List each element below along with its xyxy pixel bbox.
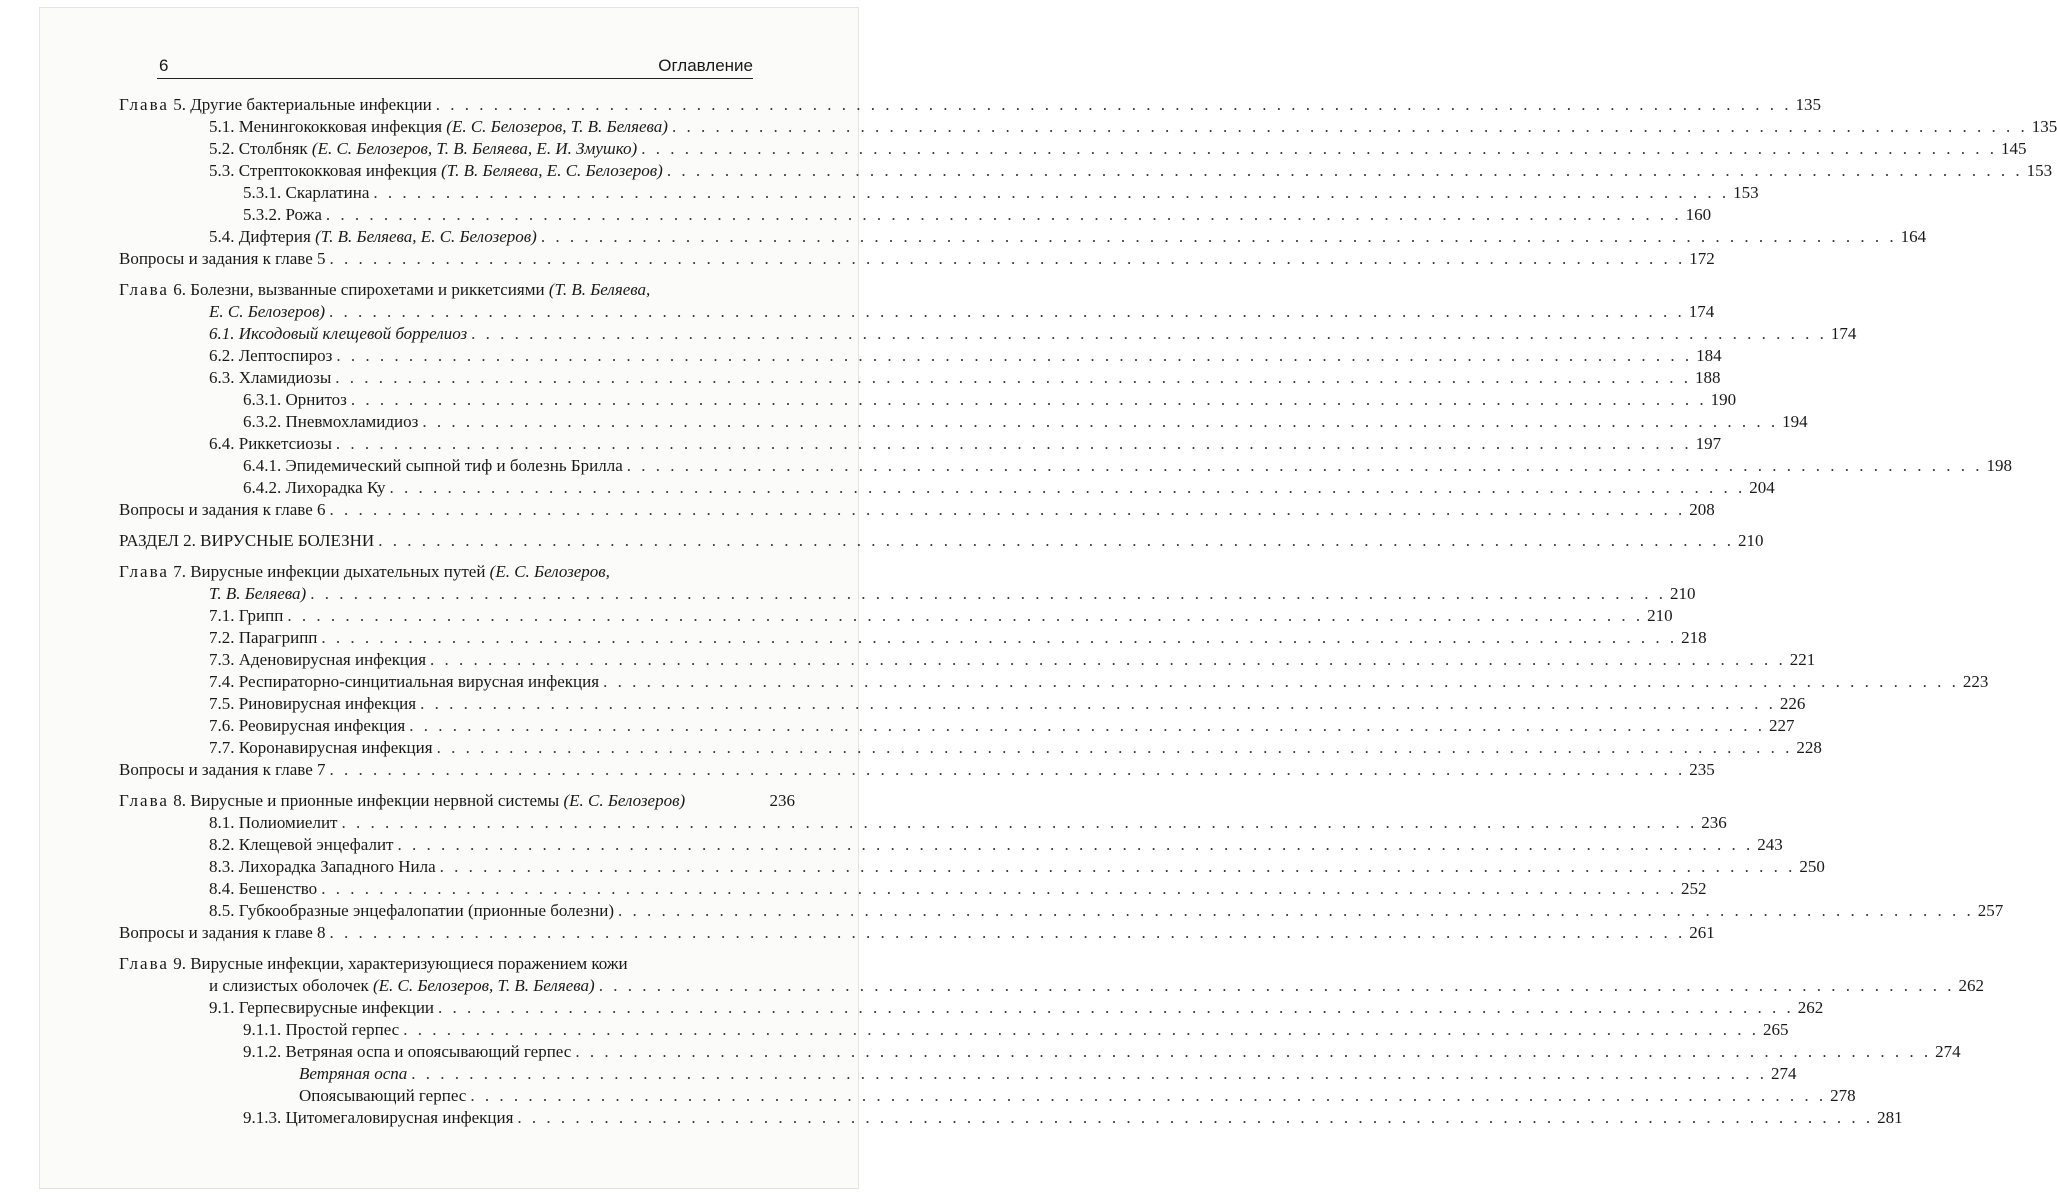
- toc-page-number: 281: [1877, 1108, 1903, 1127]
- dot-leader: . . . . . . . . . . . . . . . . . . . . . . . . . . . . . . . . . . . . . . . . . . . . . . . . . . . . . . . . . . . . . . . . . . . . . . . . . . . . . . . . . . . . . . . . . . . . . .: [373, 183, 1730, 202]
- toc-page-number: 265: [1762, 1020, 1789, 1039]
- toc-page-number: 164: [1900, 227, 1927, 246]
- questions-heading: Вопросы и задания к главе 7: [119, 760, 326, 779]
- toc-entry-title: 6.4. Риккетсиозы: [209, 434, 332, 453]
- toc-row: [119, 530, 1764, 552]
- dot-leader: . . . . . . . . . . . . . . . . . . . . . . . . . . . . . . . . . . . . . . . . . . . . . . . . . . . . . . . . . . . . . . . . . . . . . . . . . . . . . . . . . . . . . . . . . . . . . .: [329, 760, 1686, 779]
- dot-leader: . . . . . . . . . . . . . . . . . . . . . . . . . . . . . . . . . . . . . . . . . . . . . . . . . . . . . . . . . . . . . . . . . . . . . . . . . . . . . . . . . . . . . . . . . . . . . .: [420, 694, 1776, 713]
- toc-row: [119, 182, 1759, 204]
- toc-page-number: 153: [2026, 161, 2053, 180]
- toc-entry: [209, 367, 331, 389]
- toc-entry: [209, 627, 317, 649]
- toc-entry-title: 5.4. Дифтерия: [209, 227, 311, 246]
- running-head: [157, 56, 753, 79]
- toc-entry-authors: (Е. С. Белозеров, Т. В. Беляева): [446, 117, 668, 136]
- toc-page-number: 210: [1737, 531, 1764, 550]
- toc-entry-title: 8.5. Губкообразные энцефалопатии (прионные болезни): [209, 901, 614, 920]
- chapter-title: Вирусные и прионные инфекции нервной системы: [190, 791, 560, 810]
- toc-row: [119, 367, 1721, 389]
- toc-entry: [209, 605, 283, 627]
- toc-entry: [243, 204, 322, 226]
- toc-entry: [209, 900, 614, 922]
- toc-entry-title: 5.3.2. Рожа: [243, 205, 322, 224]
- dot-leader: . . . . . . . . . . . . . . . . . . . . . . . . . . . . . . . . . . . . . . . . . . . . . . . . . . . . . . . . . . . . . . . . . . . . . . . . . . . . . . . . . . . . . . . . . . . . . .: [471, 324, 1827, 343]
- toc-row: [119, 900, 2004, 922]
- toc-row: [119, 248, 1715, 270]
- toc-entry: [243, 477, 386, 499]
- toc-page-number: 172: [1689, 249, 1715, 268]
- toc-row: [119, 455, 2012, 477]
- toc-entry: [209, 116, 668, 138]
- toc-entry: [209, 323, 467, 345]
- toc-page-number: 160: [1685, 205, 1712, 224]
- dot-leader: . . . . . . . . . . . . . . . . . . . . . . . . . . . . . . . . . . . . . . . . . . . . . . . . . . . . . . . . . . . . . . . . . . . . . . . . . . . . . . . . . . . . . . . . . . . . . .: [439, 857, 1796, 876]
- toc-row: [119, 759, 1715, 781]
- dot-leader: . . . . . . . . . . . . . . . . . . . . . . . . . . . . . . . . . . . . . . . . . . . . . . . . . . . . . . . . . . . . . . . . . . . . . . . . . . . . . . . . . . . . . . . . . . . . . .: [641, 139, 1997, 158]
- dot-leader: . . . . . . . . . . . . . . . . . . . . . . . . . . . . . . . . . . . . . . . . . . . . . . . . . . . . . . . . . . . . . . . . . . . . . . . . . . . . . . . . . . . . . . . . . . . . . .: [321, 628, 1678, 647]
- toc-row: [119, 605, 1673, 627]
- dot-leader: . . . . . . . . . . . . . . . . . . . . . . . . . . . . . . . . . . . . . . . . . . . . . . . . . . . . . . . . . . . . . . . . . . . . . . . . . . . . . . . . . . . . . . . . . . . . . .: [329, 500, 1686, 519]
- toc-entry-title: 7.3. Аденовирусная инфекция: [209, 650, 427, 669]
- toc-row: [119, 1041, 1961, 1063]
- toc-entry-title: 9.1.2. Ветряная оспа и опоясывающий герпес: [243, 1042, 572, 1061]
- toc-page-number: 257: [1977, 901, 2004, 920]
- toc-page-number: 274: [1935, 1042, 1961, 1061]
- chapter-authors: (Е. С. Белозеров, Т. В. Беляева): [373, 976, 595, 995]
- dot-leader: . . . . . . . . . . . . . . . . . . . . . . . . . . . . . . . . . . . . . . . . . . . . . . . . . . . . . . . . . . . . . . . . . . . . . . . . . . . . . . . . . . . . . . . . . . . . . .: [403, 1020, 1759, 1039]
- toc-page-number: 226: [1779, 694, 1806, 713]
- questions-heading: Вопросы и задания к главе 6: [119, 500, 326, 519]
- toc-entry: [209, 737, 433, 759]
- toc-entry: [209, 997, 434, 1019]
- toc-entry: [243, 389, 347, 411]
- toc-entry-authors: (Т. В. Беляева, Е. С. Белозеров): [315, 227, 537, 246]
- chapter-heading: [119, 561, 610, 583]
- toc-page-number: 135: [2031, 117, 2057, 136]
- dot-leader: . . . . . . . . . . . . . . . . . . . . . . . . . . . . . . . . . . . . . . . . . . . . . . . . . . . . . . . . . . . . . . . . . . . . . . . . . . . . . . . . . . . . . . . . . . . . . .: [436, 738, 1793, 757]
- chapter-continuation: Т. В. Беляева): [209, 584, 307, 603]
- toc-entry: [243, 1107, 513, 1129]
- toc-entry-title: 6.3. Хламидиозы: [209, 368, 332, 387]
- table-of-contents: [119, 94, 2057, 1129]
- toc-entry-title: 6.4.2. Лихорадка Ку: [243, 478, 386, 497]
- dot-leader: . . . . . . . . . . . . . . . . . . . . . . . . . . . . . . . . . . . . . . . . . . . . . . . . . . . . . . . . . . . . . . . . . . . . . . . . . . . . . . . . . . . . . . . . . . . . . .: [335, 368, 1692, 387]
- dot-leader: . . . . . . . . . . . . . . . . . . . . . . . . . . . . . . . . . . . . . . . . . . . . . . . . . . . . . . . . . . . . . . . . . . . . . . . . . . . . . . . . . . . . . . . . . . . . . .: [350, 390, 1707, 409]
- toc-entry: [209, 649, 426, 671]
- toc-page-number: 228: [1796, 738, 1822, 757]
- toc-page-number: 208: [1689, 500, 1715, 519]
- toc-entry-title: 8.1. Полиомиелит: [209, 813, 338, 832]
- section-gap: [119, 552, 795, 561]
- chapter-heading-continued: [209, 583, 306, 605]
- page-number: 6: [159, 56, 169, 75]
- toc-row: [119, 812, 1727, 834]
- toc-row: [119, 477, 1775, 499]
- toc-entry-title: 9.1.3. Цитомегаловирусная инфекция: [243, 1108, 514, 1127]
- dot-leader: . . . . . . . . . . . . . . . . . . . . . . . . . . . . . . . . . . . . . . . . . . . . . . . . . . . . . . . . . . . . . . . . . . . . . . . . . . . . . . . . . . . . . . . . . . . . . .: [389, 478, 1746, 497]
- toc-page-number: 135: [1795, 95, 1822, 114]
- dot-leader: . . . . . . . . . . . . . . . . . . . . . . . . . . . . . . . . . . . . . . . . . . . . . . . . . . . . . . . . . . . . . . . . . . . . . . . . . . . . . . . . . . . . . . . . . . . . . .: [336, 346, 1693, 365]
- dot-leader: . . . . . . . . . . . . . . . . . . . . . . . . . . . . . . . . . . . . . . . . . . . . . . . . . . . . . . . . . . . . . . . . . . . . . . . . . . . . . . . . . . . . . . . . . . . . . .: [540, 227, 1897, 246]
- questions-heading: Вопросы и задания к главе 8: [119, 923, 326, 942]
- toc-entry: [243, 455, 623, 477]
- chapter-number: 9.: [173, 954, 186, 973]
- chapter-authors: (Т. В. Беляева,: [548, 280, 651, 299]
- toc-row: [119, 583, 1696, 605]
- toc-row: [119, 856, 1825, 878]
- dot-leader: . . . . . . . . . . . . . . . . . . . . . . . . . . . . . . . . . . . . . . . . . . . . . . . . . . . . . . . . . . . . . . . . . . . . . . . . . . . . . . . . . . . . . . . . . . . . . .: [671, 117, 2028, 136]
- toc-entry: [243, 411, 418, 433]
- toc-row: [119, 997, 1824, 1019]
- toc-page-number: 235: [1689, 760, 1715, 779]
- section-heading: РАЗДЕЛ 2. ВИРУСНЫЕ БОЛЕЗНИ: [119, 531, 375, 550]
- toc-page-number: 236: [1701, 813, 1727, 832]
- toc-page-number: 250: [1799, 857, 1825, 876]
- chapter-heading: [119, 953, 628, 975]
- chapter-continuation: и слизистых оболочек: [209, 976, 369, 995]
- toc-row: [119, 737, 1822, 759]
- toc-entry-title: 5.3.1. Скарлатина: [243, 183, 370, 202]
- toc-entry: [209, 878, 317, 900]
- toc-entry-title: Опоясывающий герпес: [299, 1086, 467, 1105]
- toc-entry-title: 6.4.1. Эпидемический сыпной тиф и болезнь Брилла: [243, 456, 623, 475]
- chapter-heading: [119, 279, 650, 301]
- toc-page-number: 194: [1782, 412, 1808, 431]
- toc-row: [119, 953, 795, 975]
- toc-row: [119, 878, 1707, 900]
- section-gap: [119, 944, 795, 953]
- toc-row: [119, 1107, 1903, 1129]
- toc-row: [119, 1085, 1856, 1107]
- chapter-heading-continued: [209, 301, 325, 323]
- toc-page-number: 153: [1733, 183, 1759, 202]
- toc-page-number: 210: [1647, 606, 1673, 625]
- chapter-heading: [119, 790, 685, 812]
- toc-page-number: 204: [1749, 478, 1775, 497]
- toc-page-number: 174: [1830, 324, 1857, 343]
- toc-page-number: 184: [1696, 346, 1722, 365]
- section-gap: [119, 781, 795, 790]
- dot-leader: . . . . . . . . . . . . . . . . . . . . . . . . . . . . . . . . . . . . . . . . . . . . . . . . . . . . . . . . . . . . . . . . . . . . . . . . . . . . . . . . . . . . . . . . . . . . . .: [430, 650, 1786, 669]
- chapter-title: Болезни, вызванные спирохетами и риккетсиями: [190, 280, 545, 299]
- toc-row: [119, 301, 1715, 323]
- toc-page-number: 174: [1688, 302, 1715, 321]
- toc-row: [119, 411, 1808, 433]
- chapter-title: Вирусные инфекции дыхательных путей: [190, 562, 486, 581]
- toc-page-number: 190: [1710, 390, 1737, 409]
- toc-entry-title: 5.3. Стрептококковая инфекция: [209, 161, 437, 180]
- toc-entry: [209, 812, 337, 834]
- toc-row: [119, 204, 1712, 226]
- chapter-authors: (Е. С. Белозеров,: [489, 562, 610, 581]
- chapter-number: 7.: [173, 562, 186, 581]
- toc-entry-title: 7.7. Коронавирусная инфекция: [209, 738, 433, 757]
- toc-entry-title: Ветряная оспа: [299, 1064, 408, 1083]
- toc-entry-title: 9.1.1. Простой герпес: [243, 1020, 400, 1039]
- toc-entry: [209, 433, 332, 455]
- toc-row: [119, 671, 1989, 693]
- chapter-title: Вирусные инфекции, характеризующиеся поражением кожи: [190, 954, 628, 973]
- toc-entry-title: 6.3.2. Пневмохламидиоз: [243, 412, 419, 431]
- toc-entry: [209, 226, 537, 248]
- toc-entry-title: 7.1. Грипп: [209, 606, 284, 625]
- chapter-prefix: Глава: [119, 95, 169, 114]
- dot-leader: . . . . . . . . . . . . . . . . . . . . . . . . . . . . . . . . . . . . . . . . . . . . . . . . . . . . . . . . . . . . . . . . . . . . . . . . . . . . . . . . . . . . . . . . . . . . . .: [438, 998, 1794, 1017]
- toc-page-number: 262: [1797, 998, 1824, 1017]
- running-title: Оглавление: [658, 56, 753, 75]
- toc-entry: [209, 693, 416, 715]
- chapter-prefix: Глава: [119, 280, 169, 299]
- toc-entry-title: 6.1. Иксодовый клещевой боррелиоз: [209, 324, 468, 343]
- toc-page-number: 236: [769, 791, 795, 810]
- section-gap: [119, 270, 795, 279]
- toc-page-number: 227: [1768, 716, 1795, 735]
- toc-page-number: 218: [1681, 628, 1707, 647]
- dot-leader: . . . . . . . . . . . . . . . . . . . . . . . . . . . . . . . . . . . . . . . . . . . . . . . . . . . . . . . . . . . . . . . . . . . . . . . . . . . . . . . . . . . . . . . . . . . . . .: [329, 302, 1685, 321]
- toc-row: [119, 975, 1984, 997]
- dot-leader: . . . . . . . . . . . . . . . . . . . . . . . . . . . . . . . . . . . . . . . . . . . . . . . . . . . . . . . . . . . . . . . . . . . . . . . . . . . . . . . . . . . . . . . . . . . . . .: [321, 879, 1677, 898]
- toc-page-number: 278: [1830, 1086, 1856, 1105]
- dot-leader: . . . . . . . . . . . . . . . . . . . . . . . . . . . . . . . . . . . . . . . . . . . . . . . . . . . . . . . . . . . . . . . . . . . . . . . . . . . . . . . . . . . . . . . . . . . . . .: [517, 1108, 1874, 1127]
- toc-entry-title: 7.2. Парагрипп: [209, 628, 318, 647]
- dot-leader: . . . . . . . . . . . . . . . . . . . . . . . . . . . . . . . . . . . . . . . . . . . . . . . . . . . . . . . . . . . . . . . . . . . . . . . . . . . . . . . . . . . . . . . . . . . . . .: [378, 531, 1734, 550]
- toc-entry-title: 8.2. Клещевой энцефалит: [209, 835, 394, 854]
- dot-leader: . . . . . . . . . . . . . . . . . . . . . . . . . . . . . . . . . . . . . . . . . . . . . . . . . . . . . . . . . . . . . . . . . . . . . . . . . . . . . . . . . . . . . . . . . . . . . .: [325, 205, 1682, 224]
- toc-entry-title: 7.5. Риновирусная инфекция: [209, 694, 417, 713]
- toc-page-number: 145: [2000, 139, 2027, 158]
- toc-entry: [209, 160, 663, 182]
- toc-page-number: 197: [1695, 434, 1722, 453]
- toc-page-number: 252: [1680, 879, 1707, 898]
- chapter-prefix: Глава: [119, 954, 169, 973]
- toc-entry: [209, 856, 436, 878]
- toc-row: [119, 226, 1927, 248]
- toc-entry: [209, 834, 393, 856]
- toc-row: [119, 345, 1722, 367]
- dot-leader: . . . . . . . . . . . . . . . . . . . . . . . . . . . . . . . . . . . . . . . . . . . . . . . . . . . . . . . . . . . . . . . . . . . . . . . . . . . . . . . . . . . . . . . . . . . . . .: [626, 456, 1983, 475]
- dot-leader: . . . . . . . . . . . . . . . . . . . . . . . . . . . . . . . . . . . . . . . . . . . . . . . . . . . . . . . . . . . . . . . . . . . . . . . . . . . . . . . . . . . . . . . . . . . . . .: [575, 1042, 1932, 1061]
- dot-leader: . . . . . . . . . . . . . . . . . . . . . . . . . . . . . . . . . . . . . . . . . . . . . . . . . . . . . . . . . . . . . . . . . . . . . . . . . . . . . . . . . . . . . . . . . . . . . .: [341, 813, 1698, 832]
- chapter-prefix: Глава: [119, 791, 169, 810]
- dot-leader: . . . . . . . . . . . . . . . . . . . . . . . . . . . . . . . . . . . . . . . . . . . . . . . . . . . . . . . . . . . . . . . . . . . . . . . . . . . . . . . . . . . . . . . . . . . . . .: [409, 716, 1765, 735]
- toc-entry-authors: (Т. В. Беляева, Е. С. Белозеров): [441, 161, 663, 180]
- toc-entry-title: 6.3.1. Орнитоз: [243, 390, 347, 409]
- toc-row: [119, 279, 795, 301]
- toc-row: [119, 389, 1737, 411]
- toc-entry: [209, 345, 332, 367]
- toc-row: [119, 160, 2053, 182]
- toc-entry: [209, 671, 599, 693]
- dot-leader: . . . . . . . . . . . . . . . . . . . . . . . . . . . . . . . . . . . . . . . . . . . . . . . . . . . . . . . . . . . . . . . . . . . . . . . . . . . . . . . . . . . . . . . . . . . . . .: [411, 1064, 1768, 1083]
- toc-entry: [299, 1063, 407, 1085]
- toc-page-number: 198: [1986, 456, 2012, 475]
- toc-page-number: 188: [1695, 368, 1721, 387]
- dot-leader: . . . . . . . . . . . . . . . . . . . . . . . . . . . . . . . . . . . . . . . . . . . . . . . . . . . . . . . . . . . . . . . . . . . . . . . . . . . . . . . . . . . . . . . . . . . . . .: [598, 976, 1955, 995]
- dot-leader: . . . . . . . . . . . . . . . . . . . . . . . . . . . . . . . . . . . . . . . . . . . . . . . . . . . . . . . . . . . . . . . . . . . . . . . . . . . . . . . . . . . . . . . . . . . . . .: [329, 923, 1686, 942]
- toc-page-number: 261: [1689, 923, 1715, 942]
- toc-row: [119, 1063, 1797, 1085]
- toc-entry-title: 7.4. Респираторно-синцитиальная вирусная инфекция: [209, 672, 600, 691]
- dot-leader: . . . . . . . . . . . . . . . . . . . . . . . . . . . . . . . . . . . . . . . . . . . . . . . . . . . . . . . . . . . . . . . . . . . . . . . . . . . . . . . . . . . . . . . . . . . . . .: [618, 901, 1974, 920]
- toc-page-number: 223: [1962, 672, 1989, 691]
- dot-leader: . . . . . . . . . . . . . . . . . . . . . . . . . . . . . . . . . . . . . . . . . . . . . . . . . . . . . . . . . . . . . . . . . . . . . . . . . . . . . . . . . . . . . . . . . . . . . .: [435, 95, 1792, 114]
- dot-leader: . . . . . . . . . . . . . . . . . . . . . . . . . . . . . . . . . . . . . . . . . . . . . . . . . . . . . . . . . . . . . . . . . . . . . . . . . . . . . . . . . . . . . . . . . . . . . .: [310, 584, 1666, 603]
- toc-page-number: 262: [1958, 976, 1984, 995]
- toc-row: [119, 433, 1722, 455]
- toc-entry: [243, 1019, 399, 1041]
- toc-entry: [209, 715, 405, 737]
- toc-entry-title: 8.3. Лихорадка Западного Нила: [209, 857, 436, 876]
- toc-page-number: 243: [1757, 835, 1783, 854]
- toc-entry-title: 5.1. Менингококковая инфекция: [209, 117, 443, 136]
- toc-row: [119, 1019, 1789, 1041]
- toc-page-number: 274: [1771, 1064, 1797, 1083]
- toc-row: [119, 94, 1822, 116]
- toc-page-number: 210: [1669, 584, 1696, 603]
- toc-row: [119, 323, 1857, 345]
- toc-row: [119, 790, 795, 812]
- questions-heading: Вопросы и задания к главе 5: [119, 249, 326, 268]
- toc-row: [119, 627, 1707, 649]
- toc-entry-title: 7.6. Реовирусная инфекция: [209, 716, 406, 735]
- dot-leader: . . . . . . . . . . . . . . . . . . . . . . . . . . . . . . . . . . . . . . . . . . . . . . . . . . . . . . . . . . . . . . . . . . . . . . . . . . . . . . . . . . . . . . . . . . . . . .: [422, 412, 1779, 431]
- toc-entry: [209, 138, 637, 160]
- toc-row: [119, 922, 1715, 944]
- toc-row: [119, 834, 1783, 856]
- dot-leader: . . . . . . . . . . . . . . . . . . . . . . . . . . . . . . . . . . . . . . . . . . . . . . . . . . . . . . . . . . . . . . . . . . . . . . . . . . . . . . . . . . . . . . . . . . . . . .: [603, 672, 1959, 691]
- chapter-number: 6.: [173, 280, 186, 299]
- toc-page-number: 221: [1789, 650, 1816, 669]
- chapter-title: Другие бактериальные инфекции: [190, 95, 432, 114]
- dot-leader: . . . . . . . . . . . . . . . . . . . . . . . . . . . . . . . . . . . . . . . . . . . . . . . . . . . . . . . . . . . . . . . . . . . . . . . . . . . . . . . . . . . . . . . . . . . . . .: [470, 1086, 1827, 1105]
- toc-entry-authors: (Е. С. Белозеров, Т. В. Беляева, Е. И. Змушко): [311, 139, 638, 158]
- chapter-number: 8.: [173, 791, 186, 810]
- chapter-prefix: Глава: [119, 562, 169, 581]
- chapter-continuation: Е. С. Белозеров): [209, 302, 325, 321]
- toc-entry: [299, 1085, 466, 1107]
- chapter-heading-continued: [209, 975, 595, 997]
- dot-leader: . . . . . . . . . . . . . . . . . . . . . . . . . . . . . . . . . . . . . . . . . . . . . . . . . . . . . . . . . . . . . . . . . . . . . . . . . . . . . . . . . . . . . . . . . . . . . .: [287, 606, 1644, 625]
- toc-entry: [243, 182, 369, 204]
- toc-row: [119, 561, 795, 583]
- toc-entry-title: 5.2. Столбняк: [209, 139, 308, 158]
- section-gap: [119, 521, 795, 530]
- toc-row: [119, 715, 1795, 737]
- toc-entry: [243, 1041, 571, 1063]
- toc-row: [119, 649, 1816, 671]
- toc-entry-title: 8.4. Бешенство: [209, 879, 318, 898]
- chapter-number: 5.: [173, 95, 186, 114]
- toc-row: [119, 116, 2057, 138]
- toc-row: [119, 499, 1715, 521]
- dot-leader: . . . . . . . . . . . . . . . . . . . . . . . . . . . . . . . . . . . . . . . . . . . . . . . . . . . . . . . . . . . . . . . . . . . . . . . . . . . . . . . . . . . . . . . . . . . . . .: [335, 434, 1692, 453]
- toc-row: [119, 693, 1806, 715]
- toc-entry-title: 6.2. Лептоспироз: [209, 346, 333, 365]
- dot-leader: . . . . . . . . . . . . . . . . . . . . . . . . . . . . . . . . . . . . . . . . . . . . . . . . . . . . . . . . . . . . . . . . . . . . . . . . . . . . . . . . . . . . . . . . . . . . . .: [666, 161, 2023, 180]
- dot-leader: . . . . . . . . . . . . . . . . . . . . . . . . . . . . . . . . . . . . . . . . . . . . . . . . . . . . . . . . . . . . . . . . . . . . . . . . . . . . . . . . . . . . . . . . . . . . . .: [329, 249, 1686, 268]
- toc-entry-title: 9.1. Герпесвирусные инфекции: [209, 998, 435, 1017]
- toc-row: [119, 138, 2027, 160]
- chapter-heading: [119, 94, 432, 116]
- dot-leader: . . . . . . . . . . . . . . . . . . . . . . . . . . . . . . . . . . . . . . . . . . . . . . . . . . . . . . . . . . . . . . . . . . . . . . . . . . . . . . . . . . . . . . . . . . . . . .: [397, 835, 1754, 854]
- chapter-authors: (Е. С. Белозеров): [563, 791, 686, 810]
